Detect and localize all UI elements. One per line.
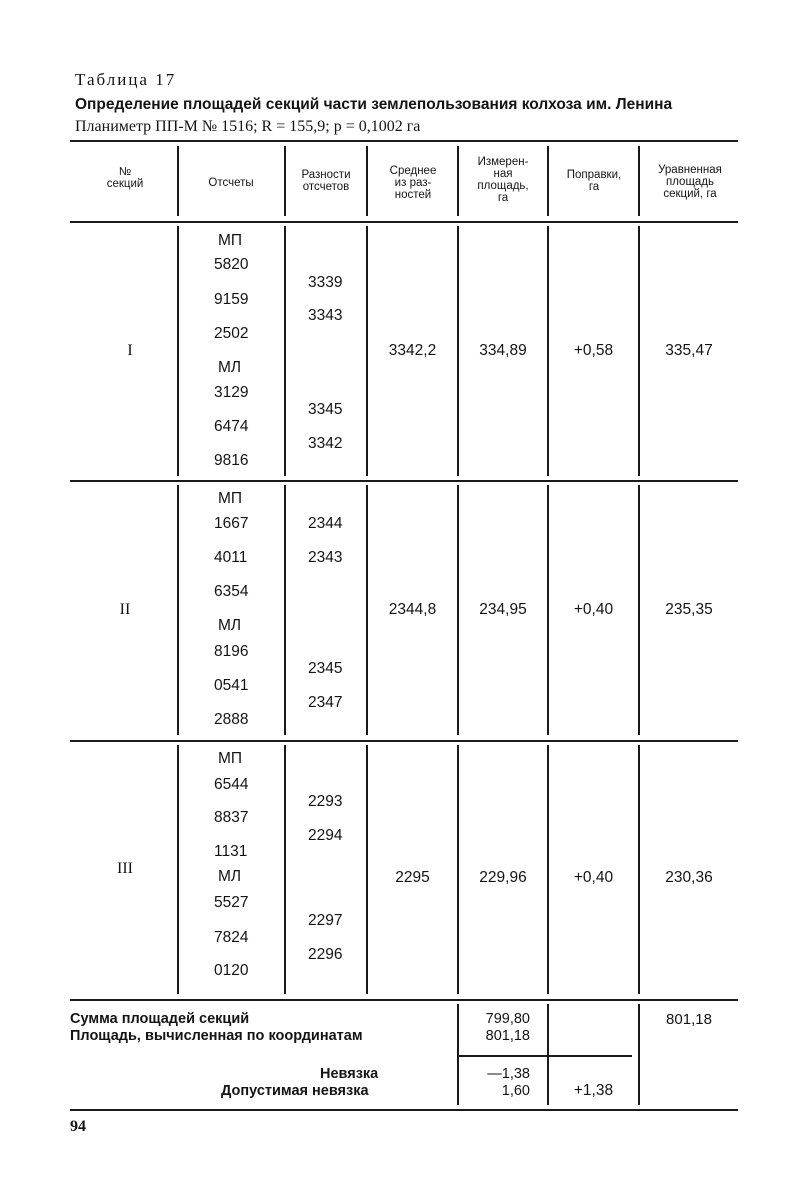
page-number: 94: [70, 1118, 86, 1135]
reading-cell: МЛ: [218, 868, 242, 885]
measured-cell: 234,95: [479, 601, 527, 618]
difference-cell: 3339: [308, 274, 343, 291]
section-divider-1: [70, 480, 738, 482]
mean-cell: 2344,8: [388, 601, 437, 618]
reading-cell: МП: [218, 490, 243, 507]
difference-cell: 2345: [308, 660, 343, 677]
difference-cell: 2293: [308, 793, 343, 810]
sum-label: Сумма площадей секций: [70, 1011, 250, 1027]
header-adjusted: Уравненная площадь секций, га: [658, 164, 722, 200]
section-id: II: [119, 601, 131, 618]
reading-cell: 9816: [214, 452, 249, 469]
measured-cell: 229,96: [479, 869, 527, 886]
reading-cell: 6544: [214, 776, 249, 793]
misclosure-label: Невязка: [320, 1066, 379, 1082]
correction-cell: +0,58: [573, 342, 614, 359]
reading-cell: 1667: [214, 515, 249, 532]
mean-cell: 2295: [395, 869, 430, 886]
adjusted-total: 801,18: [666, 1011, 712, 1028]
reading-cell: 5820: [214, 256, 249, 273]
section-id: III: [117, 860, 133, 877]
header-bottom-rule: [70, 221, 738, 223]
table-title: Определение площадей секций части землепользования колхоза им. Ленина: [75, 96, 673, 113]
reading-cell: 4011: [214, 549, 248, 566]
header-readings: Отсчеты: [208, 177, 254, 189]
reading-cell: 6354: [214, 583, 249, 600]
reading-cell: 1131: [214, 843, 248, 860]
section-id: I: [127, 342, 133, 359]
allowed-correction: +1,38: [573, 1082, 614, 1099]
reading-cell: 7824: [214, 929, 249, 946]
allowed-value: 1,60: [501, 1083, 530, 1099]
footer-mid-rule: [458, 1055, 632, 1057]
reading-cell: 3129: [214, 384, 249, 401]
reading-cell: 0120: [214, 962, 249, 979]
table-caption: Таблица 17: [75, 70, 177, 89]
reading-cell: 0541: [214, 677, 249, 694]
reading-cell: МП: [218, 750, 243, 767]
mean-cell: 3342,2: [388, 342, 437, 359]
header-measured: Измерен- ная площадь, га: [477, 156, 529, 204]
reading-cell: 5527: [214, 894, 249, 911]
reading-cell: МЛ: [218, 617, 242, 634]
difference-cell: 2347: [308, 694, 343, 711]
difference-cell: 2294: [308, 827, 343, 844]
adjusted-cell: 335,47: [665, 342, 713, 359]
reading-cell: 2502: [214, 325, 249, 342]
reading-cell: 6474: [214, 418, 249, 435]
header-correction: Поправки, га: [566, 169, 622, 193]
difference-cell: 2344: [308, 515, 343, 532]
reading-cell: МЛ: [218, 359, 242, 376]
difference-cell: 2297: [308, 912, 343, 929]
reading-cell: 2888: [214, 711, 249, 728]
reading-cell: МП: [218, 232, 243, 249]
coord-label: Площадь, вычисленная по координатам: [70, 1028, 363, 1044]
adjusted-cell: 230,36: [665, 869, 713, 886]
difference-cell: 3343: [308, 307, 343, 324]
table-bottom-rule: [70, 1109, 738, 1111]
difference-cell: 2343: [308, 549, 343, 566]
allowed-label: Допустимая невязка: [221, 1083, 369, 1099]
difference-cell: 2296: [308, 946, 343, 963]
table-top-rule: [70, 140, 738, 142]
table-subtitle: Планиметр ПП-М № 1516; R = 155,9; p = 0,1002 га: [75, 118, 421, 135]
header-differences: Разности отсчетов: [301, 169, 351, 193]
footer-top-rule: [70, 999, 738, 1001]
correction-cell: +0,40: [573, 601, 614, 618]
sum-value: 799,80: [485, 1011, 530, 1027]
coord-value: 801,18: [485, 1028, 530, 1044]
adjusted-cell: 235,35: [665, 601, 713, 618]
header-section-no: № секций: [106, 166, 144, 190]
header-mean: Среднее из раз- ностей: [389, 165, 437, 201]
section-divider-2: [70, 740, 738, 742]
difference-cell: 3342: [308, 435, 343, 452]
reading-cell: 9159: [214, 291, 249, 308]
correction-cell: +0,40: [573, 869, 614, 886]
reading-cell: 8837: [214, 809, 249, 826]
difference-cell: 3345: [308, 401, 343, 418]
misclosure-value: —1,38: [487, 1066, 530, 1082]
measured-cell: 334,89: [479, 342, 527, 359]
reading-cell: 8196: [214, 643, 249, 660]
